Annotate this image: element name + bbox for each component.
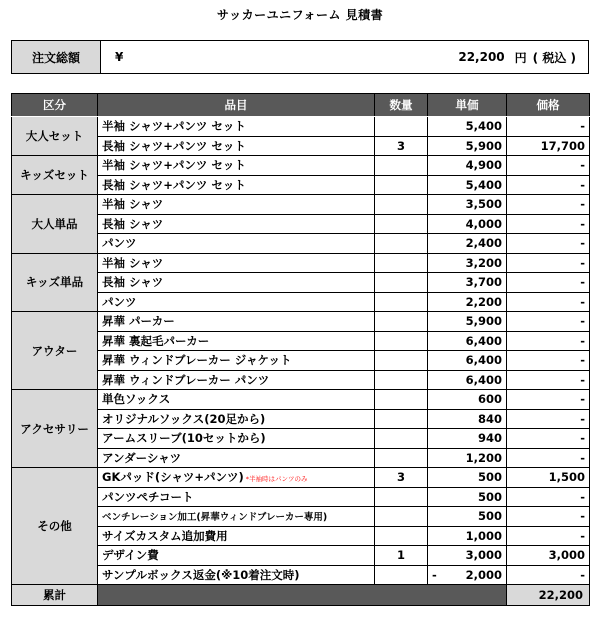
item-name: 半袖 シャツ	[102, 255, 164, 270]
table-body	[12, 117, 590, 585]
qty-cell[interactable]	[375, 487, 428, 507]
item-name: ベンチレーション加工(昇華ウィンドブレーカー専用)	[102, 512, 328, 524]
item-name: 長袖 シャツ	[102, 275, 164, 290]
unit-price-cell: 4,000	[428, 214, 507, 234]
order-total-unit: 円	[514, 50, 527, 65]
unit-price-cell: 3,200	[428, 253, 507, 273]
category-cell: その他	[12, 468, 98, 585]
page-title: サッカーユニフォーム 見積書	[216, 8, 384, 22]
unit-price-cell: 3,500	[428, 195, 507, 215]
price-cell: -	[507, 273, 590, 293]
qty-cell[interactable]	[375, 214, 428, 234]
item-cell	[98, 448, 375, 468]
unit-price-cell: 500	[428, 487, 507, 507]
price-cell: -	[507, 312, 590, 332]
table-row	[12, 448, 590, 468]
item-cell	[98, 234, 375, 254]
unit-price-cell: 6,400	[428, 370, 507, 390]
qty-cell[interactable]	[375, 117, 428, 137]
qty-cell[interactable]	[375, 175, 428, 195]
item-cell	[98, 292, 375, 312]
item-cell	[98, 409, 375, 429]
item-cell	[98, 214, 375, 234]
qty-cell[interactable]	[375, 448, 428, 468]
price-cell: -	[507, 156, 590, 176]
table-row	[12, 429, 590, 449]
qty-cell[interactable]	[375, 156, 428, 176]
item-note: *半袖時はパンツのみ	[245, 475, 308, 484]
item-cell	[98, 507, 375, 527]
unit-price-cell: 1,000	[428, 526, 507, 546]
item-cell	[98, 273, 375, 293]
unit-price-value: 2,000	[465, 567, 502, 582]
unit-price-cell: 5,900	[428, 136, 507, 156]
category-cell: キッズ単品	[12, 253, 98, 312]
item-name: オリジナルソックス(20足から)	[102, 411, 266, 426]
item-name: 半袖 シャツ	[102, 197, 164, 212]
category-cell: 大人単品	[12, 195, 98, 254]
item-name: 長袖 シャツ+パンツ セット	[102, 138, 246, 153]
item-name: サンプルボックス返金(※10着注文時)	[102, 567, 300, 582]
table-row	[12, 214, 590, 234]
price-cell: -	[507, 526, 590, 546]
footer-spacer	[98, 585, 507, 606]
qty-cell[interactable]	[375, 526, 428, 546]
price-cell: -	[507, 507, 590, 527]
qty-cell[interactable]	[375, 351, 428, 371]
price-cell: -	[507, 565, 590, 585]
estimate-table	[11, 93, 590, 606]
unit-price-cell: 5,900	[428, 312, 507, 332]
qty-cell[interactable]	[375, 507, 428, 527]
price-cell: -	[507, 331, 590, 351]
item-cell	[98, 370, 375, 390]
item-cell	[98, 429, 375, 449]
unit-price-cell: 3,000	[428, 546, 507, 566]
unit-price-cell: 940	[428, 429, 507, 449]
unit-price-cell: 4,900	[428, 156, 507, 176]
price-cell: -	[507, 253, 590, 273]
item-name: GKパッド(シャツ+パンツ)	[102, 470, 244, 485]
item-name: アンダーシャツ	[102, 450, 182, 465]
price-cell: -	[507, 390, 590, 410]
table-row	[12, 351, 590, 371]
item-cell	[98, 117, 375, 137]
item-name: 長袖 シャツ+パンツ セット	[102, 177, 246, 192]
price-cell: -	[507, 214, 590, 234]
unit-price-cell: 5,400	[428, 175, 507, 195]
table-row	[12, 292, 590, 312]
item-name: パンツ	[102, 294, 137, 309]
unit-price-cell: 500	[428, 507, 507, 527]
price-cell: -	[507, 195, 590, 215]
qty-cell[interactable]	[375, 234, 428, 254]
item-name: サイズカスタム追加費用	[102, 528, 228, 543]
price-cell: -	[507, 351, 590, 371]
qty-cell[interactable]	[375, 370, 428, 390]
table-row	[12, 468, 590, 488]
table-row	[12, 526, 590, 546]
qty-cell[interactable]: 3	[375, 136, 428, 156]
item-name: 長袖 シャツ	[102, 216, 164, 231]
unit-price-cell: 500	[428, 468, 507, 488]
table-row	[12, 273, 590, 293]
table-row	[12, 331, 590, 351]
footer-total: 22,200	[507, 585, 590, 606]
table-row	[12, 370, 590, 390]
item-name: 昇華 ウィンドブレーカー ジャケット	[102, 353, 292, 368]
item-name: 昇華 ウィンドブレーカー パンツ	[102, 372, 270, 387]
table-row	[12, 136, 590, 156]
qty-cell[interactable]	[375, 429, 428, 449]
item-name: パンツ	[102, 236, 137, 251]
price-cell: 17,700	[507, 136, 590, 156]
order-total-amount: 22,200	[458, 50, 505, 64]
order-total-tax-note: ( 税込 )	[532, 50, 576, 65]
item-cell	[98, 312, 375, 332]
item-cell	[98, 390, 375, 410]
table-row	[12, 390, 590, 410]
qty-cell[interactable]	[375, 312, 428, 332]
table-row	[12, 195, 590, 215]
item-name: 単色ソックス	[102, 392, 171, 407]
unit-price-cell: 2,400	[428, 234, 507, 254]
unit-price-cell: 1,200	[428, 448, 507, 468]
footer-label: 累計	[12, 585, 98, 606]
currency-symbol: ¥	[115, 50, 124, 64]
category-cell: アウター	[12, 312, 98, 390]
qty-cell[interactable]: 1	[375, 546, 428, 566]
order-total-box	[11, 40, 589, 74]
unit-price-cell	[428, 565, 507, 585]
price-cell: -	[507, 175, 590, 195]
item-cell	[98, 351, 375, 371]
header-price: 価格	[507, 94, 590, 117]
table-row	[12, 175, 590, 195]
unit-price-cell: 3,700	[428, 273, 507, 293]
unit-price-cell: 840	[428, 409, 507, 429]
item-cell	[98, 175, 375, 195]
item-cell	[98, 546, 375, 566]
table-row	[12, 487, 590, 507]
qty-cell[interactable]	[375, 331, 428, 351]
qty-cell[interactable]	[375, 409, 428, 429]
header-unit-price: 単価	[428, 94, 507, 117]
price-cell: -	[507, 487, 590, 507]
item-name: 昇華 パーカー	[102, 314, 175, 329]
unit-price-cell: 2,200	[428, 292, 507, 312]
price-cell: -	[507, 409, 590, 429]
table-row	[12, 253, 590, 273]
category-cell: キッズセット	[12, 156, 98, 195]
item-cell	[98, 195, 375, 215]
unit-price-cell: 6,400	[428, 351, 507, 371]
order-total-value	[101, 41, 588, 73]
price-cell: -	[507, 429, 590, 449]
item-cell	[98, 253, 375, 273]
price-cell: -	[507, 292, 590, 312]
header-category: 区分	[12, 94, 98, 117]
item-name: 昇華 裏起毛パーカー	[102, 333, 210, 348]
unit-price-cell: 5,400	[428, 117, 507, 137]
table-row	[12, 312, 590, 332]
table-header-row	[12, 94, 590, 117]
order-total-label: 注文総額	[12, 41, 101, 73]
minus-sign: -	[432, 567, 437, 582]
item-name: 半袖 シャツ+パンツ セット	[102, 158, 246, 173]
table-row	[12, 117, 590, 137]
item-cell	[98, 136, 375, 156]
item-cell	[98, 468, 375, 488]
table-row	[12, 546, 590, 566]
unit-price-cell: 600	[428, 390, 507, 410]
table-row	[12, 156, 590, 176]
price-cell: -	[507, 117, 590, 137]
price-cell: -	[507, 448, 590, 468]
category-cell: アクセサリー	[12, 390, 98, 468]
item-name: パンツペチコート	[102, 489, 194, 504]
item-cell	[98, 156, 375, 176]
item-name: デザイン費	[102, 548, 159, 563]
item-name: 半袖 シャツ+パンツ セット	[102, 119, 246, 134]
qty-cell[interactable]	[375, 565, 428, 585]
footer-row	[12, 585, 590, 606]
qty-cell[interactable]	[375, 273, 428, 293]
table-row	[12, 409, 590, 429]
price-cell: -	[507, 234, 590, 254]
price-cell: 1,500	[507, 468, 590, 488]
qty-cell[interactable]	[375, 195, 428, 215]
item-name: アームスリーブ(10セットから)	[102, 431, 266, 446]
header-item: 品目	[98, 94, 375, 117]
unit-price-cell: 6,400	[428, 331, 507, 351]
qty-cell[interactable]	[375, 253, 428, 273]
table-row	[12, 507, 590, 527]
item-cell	[98, 526, 375, 546]
item-cell	[98, 487, 375, 507]
category-cell: 大人セット	[12, 117, 98, 156]
qty-cell[interactable]	[375, 292, 428, 312]
header-qty: 数量	[375, 94, 428, 117]
item-cell	[98, 565, 375, 585]
table-row	[12, 565, 590, 585]
price-cell: 3,000	[507, 546, 590, 566]
qty-cell[interactable]: 3	[375, 468, 428, 488]
table-row	[12, 234, 590, 254]
qty-cell[interactable]	[375, 390, 428, 410]
item-cell	[98, 331, 375, 351]
price-cell: -	[507, 370, 590, 390]
